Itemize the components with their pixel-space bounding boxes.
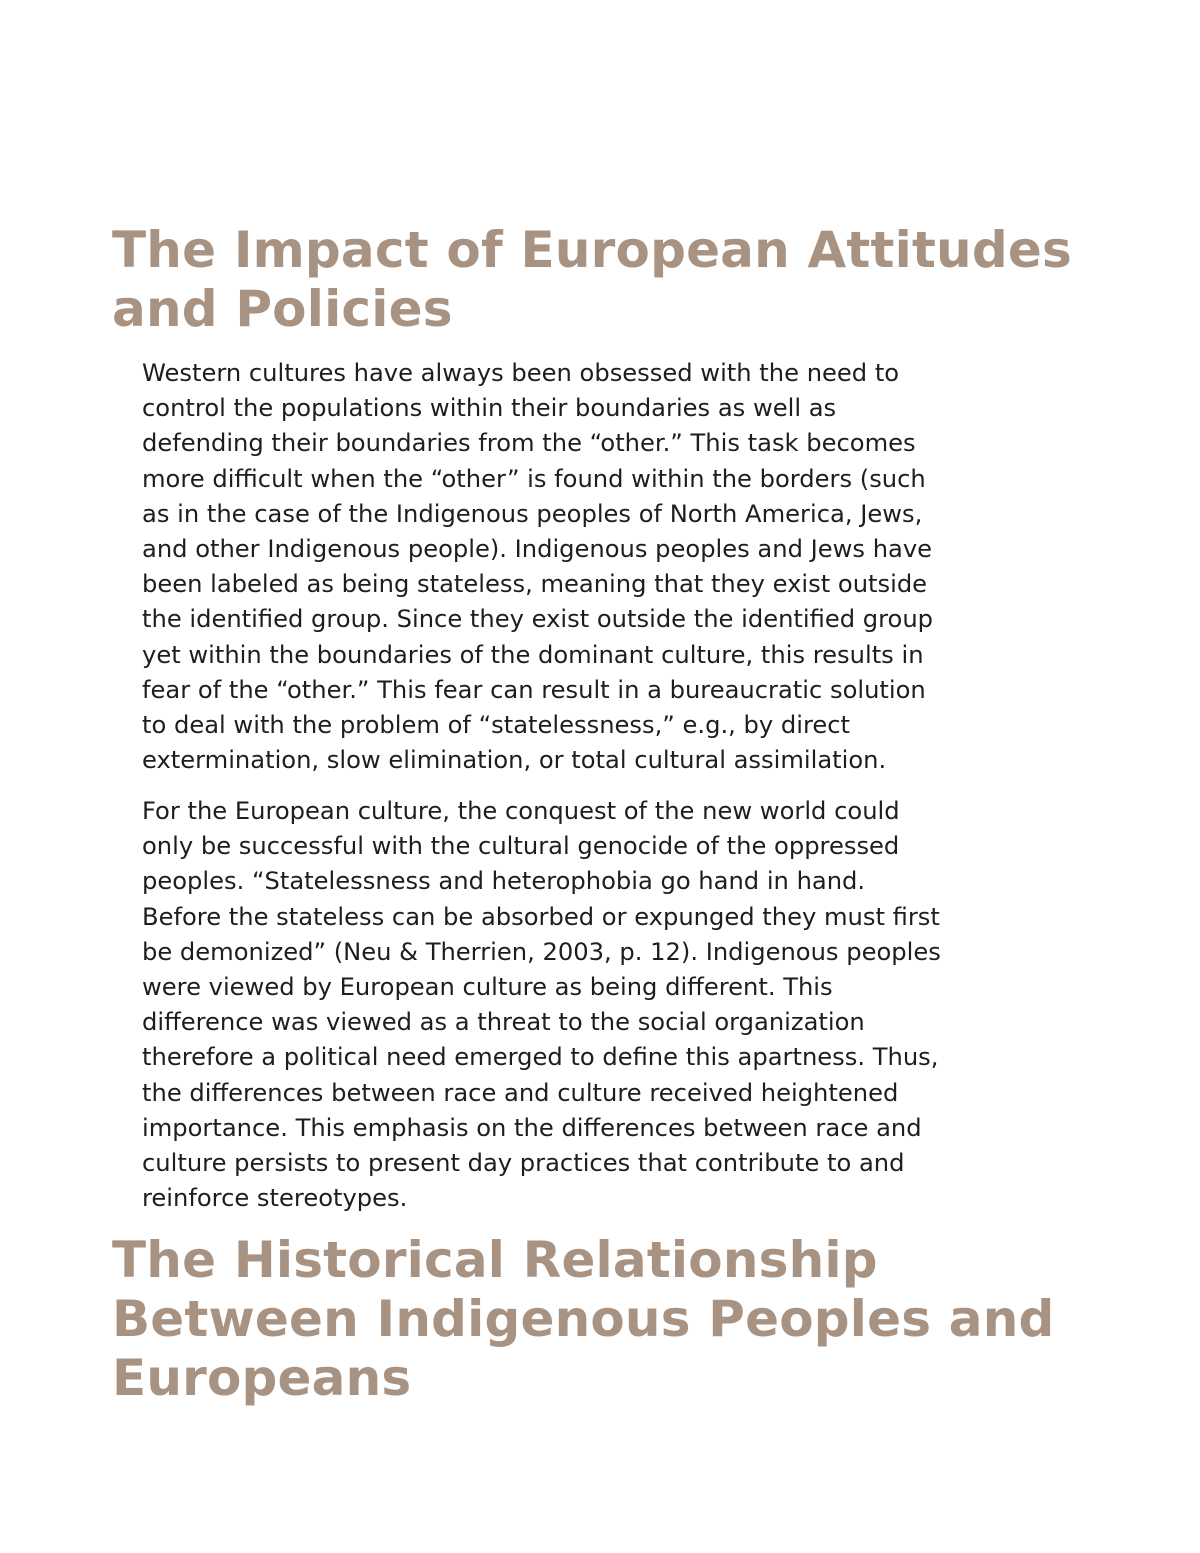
heading-line: The Historical Relationship [112,1231,878,1289]
section-heading-european-attitudes [112,221,1072,339]
text-line: difference was viewed as a threat to the social organization [142,1008,865,1037]
text-line: yet within the boundaries of the dominant culture, this results in [142,640,924,669]
text-line: the differences between race and culture received heightened [142,1078,899,1107]
text-line: more difficult when the “other” is found within the borders (such [142,464,926,493]
text-line: to deal with the problem of “statelessness,” e.g., by direct [142,711,851,740]
body-paragraph [142,356,933,778]
heading-line: Europeans [112,1349,412,1407]
text-line: Before the stateless can be absorbed or expunged they must first [142,902,940,931]
text-line: extermination, slow elimination, or total cultural assimilation. [142,746,887,775]
text-line: fear of the “other.” This fear can result in a bureaucratic solution [142,675,926,704]
section-heading-historical-relationship [112,1231,1055,1408]
text-line: importance. This emphasis on the differences between race and [142,1113,922,1142]
text-line: were viewed by European culture as being different. This [142,973,833,1002]
text-line: defending their boundaries from the “other.” This task becomes [142,429,916,458]
text-line: control the populations within their boundaries as well as [142,394,837,423]
text-line: the identified group. Since they exist outside the identified group [142,605,934,634]
body-paragraph [142,794,941,1216]
heading-line: The Impact of European Attitudes [112,221,1072,279]
text-line: Western cultures have always been obsessed with the need to [142,359,900,387]
text-line: be demonized” (Neu & Therrien, 2003, p. 12). Indigenous peoples [142,937,941,966]
text-line: only be successful with the cultural genocide of the oppressed [142,832,900,861]
text-line: as in the case of the Indigenous peoples of North America, Jews, [142,499,923,528]
text-line: therefore a political need emerged to define this apartness. Thus, [142,1043,939,1072]
text-line: For the European culture, the conquest of the new world could [142,797,900,825]
heading-line: Between Indigenous Peoples and [112,1290,1055,1348]
text-line: culture persists to present day practices that contribute to and [142,1149,905,1178]
text-line: reinforce stereotypes. [142,1184,408,1213]
heading-line: and Policies [112,280,453,338]
text-line: peoples. “Statelessness and heterophobia go hand in hand. [142,867,866,896]
text-line: and other Indigenous people). Indigenous peoples and Jews have [142,535,933,564]
text-line: been labeled as being stateless, meaning that they exist outside [142,570,928,599]
